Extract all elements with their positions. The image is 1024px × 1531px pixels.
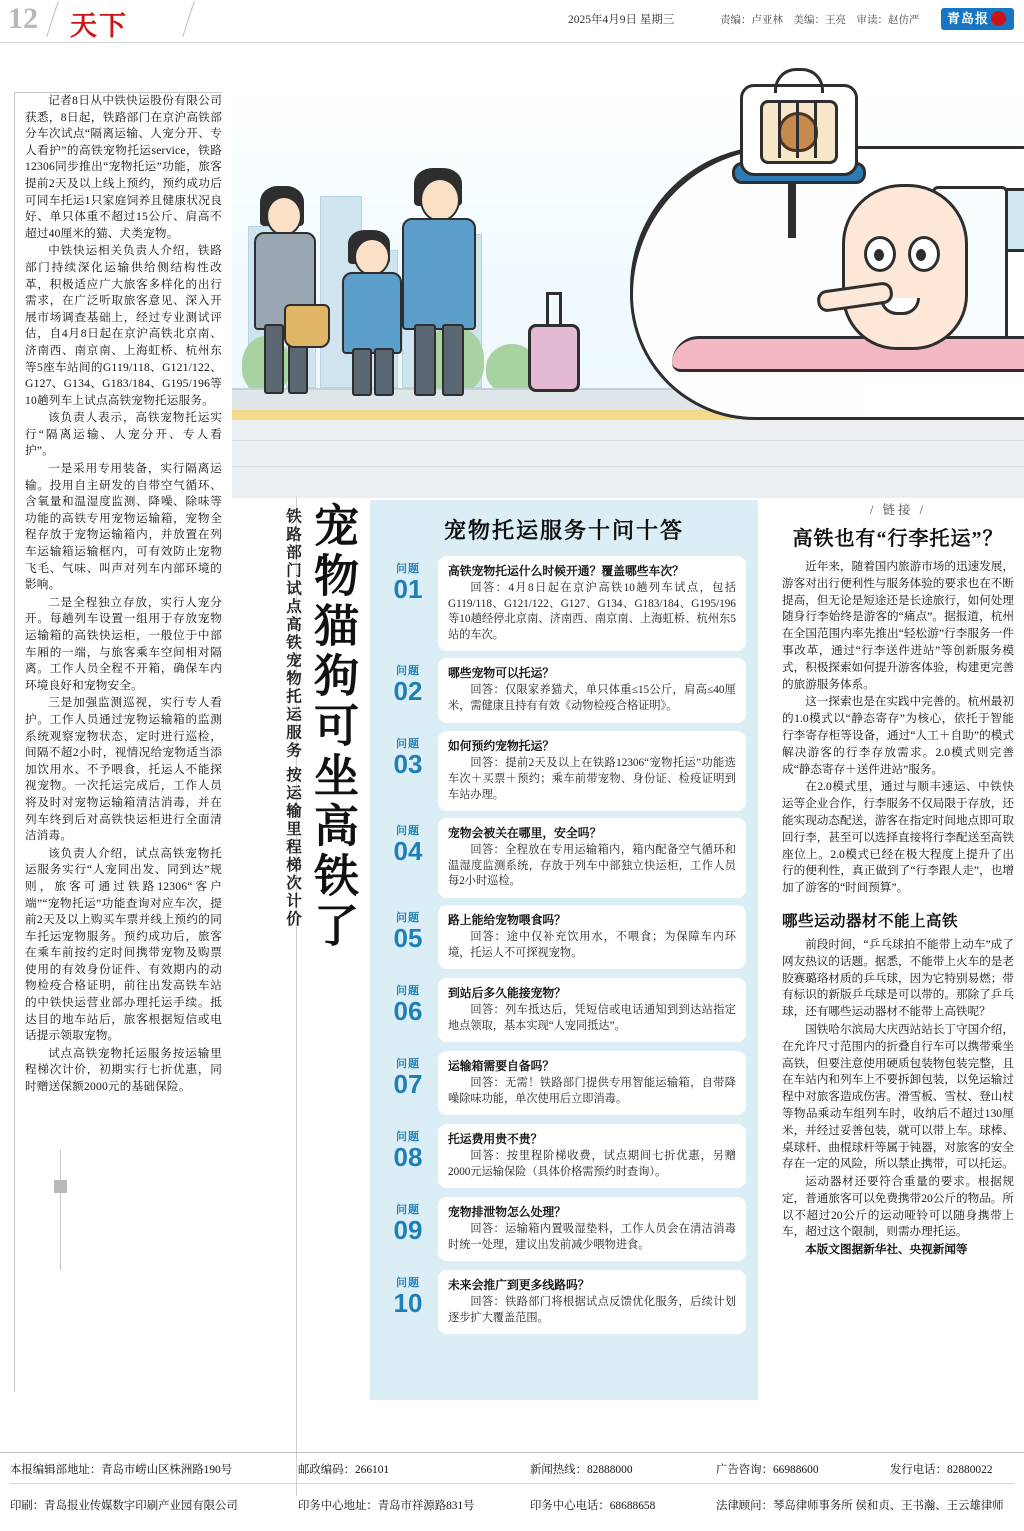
qa-number: 02: [393, 676, 423, 707]
body-shape: [342, 272, 402, 354]
qa-item: [382, 1124, 746, 1190]
page-subtitle: 铁路部门试点高铁宠物托运服务 按运输里程梯次计价: [284, 508, 301, 929]
leg-shape: [374, 348, 394, 396]
right-article-subtitle: 哪些运动器材不能上高铁: [782, 912, 959, 930]
logo-dot-icon: [991, 11, 1006, 26]
qa-answer: 回答：仅限家养猫犬，单只体重≤15公斤，肩高≤40厘米，需健康且持有有效《动物检疫合格证明》。: [448, 684, 736, 712]
qa-question: 宠物排泄物怎么处理？: [448, 1204, 566, 1219]
qa-number: 01: [393, 574, 423, 604]
right-article-title: 高铁也有“行李托运”？: [792, 528, 1004, 550]
carrier-grille-bar: [778, 100, 781, 158]
qa-question: 高铁宠物托运什么时候开通？覆盖哪些车次？: [448, 564, 684, 578]
qa-number-label: 问题: [396, 984, 420, 997]
head-shape: [354, 238, 390, 276]
qa-item: [382, 1051, 746, 1117]
qa-card: [438, 905, 746, 969]
qa-number-block: [382, 982, 434, 1024]
footer-legal-counsel: 法律顾问：琴岛律师事务所 侯和贞、王书瀚、王云雄律师: [716, 1500, 1004, 1512]
qa-card: [438, 1124, 746, 1188]
qa-question: 运输箱需要自备吗？: [448, 1058, 555, 1073]
footer-address: 本报编辑部地址：青岛市崂山区株洲路190号: [10, 1464, 233, 1476]
qa-card: [438, 556, 746, 651]
brand-text: 青岛报: [946, 11, 989, 26]
qa-number-block: [382, 1055, 434, 1097]
qa-answer: 回答：全程放在专用运输箱内，箱内配备空气循环和温湿度监测系统，存放于列车中部独立快运柜，工作人员每2小时巡检。: [448, 844, 736, 888]
qa-number-block: [382, 1274, 434, 1316]
qa-number-label: 问题: [396, 1203, 420, 1216]
qa-question: 哪些宠物可以托运？: [448, 666, 555, 681]
article-paragraph: 该负责人介绍，试点高铁宠物托运服务实行“人宠同出发、同到达”规则，旅客可通过铁路12306“客户端”“宠物托运”功能查询对应车次，提前2天及以上购买车票并线上预约的同车托运宠物服务。预约成功后，旅客在乘车前按约定时间携带宠物及购票使用的有效身份证件、有效期内的动物检疫合格证明，前往出发高铁车站的中铁快运营业部办理托运手续。抵达目的地车站后，旅客根据短信或电话提示领取宠物。: [25, 846, 222, 1043]
head-shape: [420, 178, 460, 222]
qa-number: 07: [393, 1068, 423, 1099]
masthead-divider-1: [46, 1, 59, 37]
qa-item: [382, 731, 746, 811]
footer-print-address: 印务中心地址：青岛市祥源路831号: [298, 1500, 475, 1512]
article-paragraph: 这一探索也是在实践中完善的。杭州最初的1.0模式以“静态寄存”为核心，依托于智能行李寄存柜等设备，通过“人工＋自助”的模式解决游客的行李存放需求。2.0模式则完善成“静态寄存＋送件进站”服务。: [782, 695, 1014, 776]
qa-item: [382, 905, 746, 971]
qa-question: 未来会推广到更多线路吗？: [448, 1277, 590, 1292]
masthead-divider-2: [182, 1, 195, 37]
qa-number: 10: [393, 1287, 423, 1318]
qa-item: [382, 556, 746, 651]
qa-question: 宠物会被关在哪里，安全吗？: [448, 826, 602, 841]
publication-date: 2025年4月9日 星期三: [568, 14, 675, 26]
qa-answer: 回答：铁路部门将根据试点反馈优化服务，后续计划逐步扩大覆盖范围。: [448, 1295, 736, 1324]
floor-line: [232, 440, 1024, 441]
footer-printer: 印刷：青岛报业传媒数字印刷产业园有限公司: [10, 1500, 238, 1512]
qa-card: [438, 1051, 746, 1115]
footer-distribution-phone: 发行电话：82880022: [890, 1464, 993, 1476]
train-face: [842, 184, 968, 350]
qa-number-block: [382, 560, 434, 602]
carrier-pole: [788, 178, 796, 238]
carrier-grille-bar: [814, 100, 817, 158]
newspaper-logo: [941, 8, 1014, 30]
suitcase-icon: [528, 324, 580, 392]
qa-number: 08: [393, 1141, 423, 1172]
train-eye-left: [864, 236, 896, 272]
article-paragraph: 中铁快运相关负责人介绍，铁路部门持续深化运输供给侧结构性改革，积极适应广大旅客多样化的出行需求，在广泛听取旅客意见、深入开展市场调查基础上，经过专业测试评估，自4月8日起在京沪高铁北京南、济南西、南京南、上海虹桥、杭州东等5座车站间的G119/118、G121/122、G127、G134、G183/184、G195/196等10趟列车上试点高铁宠物托运服务。: [25, 244, 222, 407]
footer-postcode: 邮政编码：266101: [298, 1464, 390, 1476]
qa-question: 路上能给宠物喂食吗？: [448, 912, 566, 927]
qa-number-label: 问题: [396, 738, 420, 751]
qa-item: [382, 658, 746, 724]
qa-card: [438, 731, 746, 811]
article-paragraph: 在2.0模式里，通过与顺丰速运、中铁快运等企业合作，行李服务不仅局限于存放，还能实现动态配送，游客在指定时间地点即可取回行李，甚至可以选择直接将行李配送至高铁座位上。2.0模式已经在极大程度上提升了出行的便利性，真正做到了“行李跟人走”，也增加了游客的“时间预算”。: [782, 780, 1014, 895]
qa-number: 03: [393, 749, 423, 780]
qa-answer: 回答：按里程阶梯收费，试点期间七折优惠，另赠2000元运输保险（具体价格需预约时查询）。: [448, 1149, 736, 1178]
link-tag: / 链接 /: [869, 503, 927, 517]
article-paragraph: 二是全程独立存放，实行人宠分开。每趟列车设置一组用于存放宠物运输箱的高铁快运柜，一般位于中部车厢的一端，与旅客乘车空间相对隔离。工作人员全程不开箱，确保车内环境良好和宠物安全。: [25, 595, 222, 692]
footer-news-hotline: 新闻热线：82888000: [530, 1464, 633, 1476]
body-shape: [402, 218, 476, 330]
footer-row-1: [0, 1461, 1024, 1483]
section-title: 天下: [70, 11, 128, 41]
footer-print-phone: 印务中心电话：68688658: [530, 1500, 656, 1512]
qa-question: 到站后多久能接宠物？: [448, 985, 566, 1000]
head-shape: [266, 196, 302, 236]
qa-question: 如何预约宠物托运？: [448, 739, 555, 754]
right-article-column: [782, 500, 1014, 1260]
qa-answer: 回答：列车抵达后，凭短信或电话通知到到达站指定地点领取，基本实现“人宠同抵达”。: [448, 1003, 736, 1032]
article-paragraph: 该负责人表示，高铁宠物托运实行“隔离运输、人宠分开、专人看护”。: [25, 411, 222, 458]
article-paragraph: 试点高铁宠物托运服务按运输里程梯次计价，初期实行七折优惠，同时赠送保额2000元的基础保险。: [25, 1046, 222, 1094]
qa-number-label: 问题: [396, 563, 420, 575]
qa-question: 托运费用贵不贵？: [448, 1131, 543, 1146]
qa-answer: 回答：途中仅补充饮用水，不喂食；为保障车内环境，托运人不可探视宠物。: [448, 930, 736, 959]
carrier-handle: [774, 68, 824, 93]
qa-card: [438, 1270, 746, 1334]
qa-list: [382, 556, 746, 1343]
qa-number-block: [382, 1201, 434, 1243]
leg-shape: [442, 324, 464, 396]
article-paragraph: 记者8日从中铁快运股份有限公司获悉，8日起，铁路部门在京沪高铁部分车次试点“隔离运输、人宠分开、专人看护”的高铁宠物托运service，铁路12306同步推出“宠物托运”功能，旅客提前2天及以上线上预约，预约成功后可同车托运1只家庭饲养且健康状况良好、单只体重不超过15公斤、肩高不超过40厘米的猫、犬类宠物。: [25, 94, 222, 240]
article-paragraph: 运动器材还要符合重量的要求。根据规定，普通旅客可以免费携带20公斤的物品。所以不超过20公斤的运动哑铃可以随身携带上车，超过这个限制，则需办理托运。: [782, 1175, 1014, 1239]
carrier-grille-bar: [796, 100, 799, 158]
qa-item: [382, 1270, 746, 1336]
qa-answer: 回答：4月8日起在京沪高铁10趟列车试点，包括G119/118、G121/122、G127、G134、G183/184、G195/196等10趟经停北京南、济南西、南京南、上海虹桥、杭州东5站的车次。: [448, 582, 736, 641]
footer-row-2: [0, 1497, 1024, 1519]
qa-item: [382, 978, 746, 1044]
qa-number-label: 问题: [396, 825, 420, 838]
page-number: 12: [8, 2, 38, 35]
source-credit: 本版文图据新华社、央视新闻等: [805, 1243, 968, 1257]
qa-card: [438, 818, 746, 898]
qa-number-label: 问题: [396, 911, 420, 924]
qa-number-block: [382, 1128, 434, 1170]
qa-answer: 回答：无需！铁路部门提供专用智能运输箱，自带降噪除味功能，单次使用后立即消毒。: [448, 1076, 736, 1105]
page-title: 宠物猫狗可坐高铁了: [307, 502, 357, 952]
qa-item: [382, 1197, 746, 1263]
qa-number: 05: [393, 922, 423, 953]
qa-item: [382, 818, 746, 898]
qa-panel-title: 宠物托运服务十问十答: [443, 518, 684, 543]
qa-number-block: [382, 662, 434, 707]
left-article-column: [14, 92, 222, 1392]
qa-answer: 回答：提前2天及以上在铁路12306“宠物托运”功能选车次＋买票＋预约；乘车前带宠物、身份证、检疫证明到车站办理。: [448, 757, 736, 801]
qa-number-block: [382, 822, 434, 867]
floor-line: [232, 466, 1024, 467]
qa-number-label: 问题: [396, 1276, 420, 1289]
qa-card: [438, 1197, 746, 1261]
qa-number-block: [382, 735, 434, 780]
qa-number: 09: [393, 1214, 423, 1245]
page-footer: [0, 1452, 1024, 1531]
footer-divider: [10, 1483, 1014, 1484]
leg-shape: [414, 324, 436, 396]
leg-shape: [352, 348, 372, 396]
qa-number-label: 问题: [396, 1057, 420, 1070]
qa-number: 06: [393, 995, 423, 1026]
qa-number-label: 问题: [396, 665, 420, 678]
train-pupil: [916, 249, 926, 261]
qa-card: [438, 978, 746, 1042]
article-paragraph: 三是加强监测巡视，实行专人看护。工作人员通过宠物运输箱的监测系统观察宠物状态，定时进行巡检，间隔不超2小时，视情况给宠物适当添加饮用水、不予喂食，托运人不能探视宠物。一次托运完成后，工作人员将及时对宠物运输箱清洁消毒，并在列车终到后对高铁快运柜进行全面清洁消毒。: [25, 696, 222, 843]
headline-block: [228, 502, 366, 1202]
article-paragraph: 国铁哈尔滨局大庆西站站长丁守国介绍，在允许尺寸范围内的折叠自行车可以携带乘坐高铁，但要注意使用硬质包装物包装完整，且在车站内和列车上不要拆卸包装，以免运输过程中对旅客造成伤害。滑雪板、雪杖、登山杖等物品乘动车组列车时，收纳后不超过130厘米，并经过妥善包装，就可以带上车。球棒、桌球杆、曲棍球杆等属于钝器，对旅客的安全存在一定的风险，所以禁止携带，可以托运。: [782, 1022, 1014, 1171]
headline-rule: [60, 1150, 61, 1270]
qa-number-label: 问题: [396, 1130, 420, 1143]
platform-floor: [232, 420, 1024, 498]
hero-illustration: [232, 36, 1024, 498]
article-paragraph: 近年来，随着国内旅游市场的迅速发展，游客对出行便利性与服务体验的要求也在不断提高，但无论是短途还是长途旅行，如何处理随身行李始终是游客的“痛点”。据报道，杭州在全国范围内率先推出“轻松游”行李服务一件事改革，通过“行李送件进站”等创新服务模式，积极探索如何提升游客体验，构建更完善的旅游服务体系。: [782, 560, 1014, 691]
qa-answer: 回答：运输箱内置吸湿垫料，工作人员会在清洁消毒时统一处理，建议出发前减少喂物进食。: [448, 1222, 736, 1251]
train-pupil: [874, 249, 884, 261]
article-paragraph: 一是采用专用装备，实行隔离运输。投用自主研发的自带空气循环、含氧量和温湿度监测、降噪、除味等功能的高铁专用宠物运输箱，宠物全程存放于宠物运输箱内，并放置在列车运输箱运输框内，可有效防止宠物飞毛、气味、叫声对列车内部环境的影响。: [25, 462, 222, 592]
handbag-icon: [284, 304, 330, 348]
qa-card: [438, 658, 746, 722]
editor-credits: 责编：卢亚林 美编：王亮 审读：赵仿严: [720, 15, 920, 26]
leg-shape: [264, 324, 284, 394]
decorative-square: [54, 1180, 67, 1193]
train-stripe: [672, 336, 1024, 372]
qa-panel: [370, 500, 758, 1400]
qa-number-block: [382, 909, 434, 951]
qa-number: 04: [393, 836, 423, 867]
footer-ad-phone: 广告咨询：66988600: [716, 1464, 819, 1476]
train-eye-right: [908, 236, 940, 272]
article-paragraph: 前段时间，“乒乓球拍不能带上动车”成了网友热议的话题。据悉，不能带上火车的是老胶赛璐珞材质的乒乓球，因为它特别易燃；带有标识的新版乒乓球是可以带的。那除了乒乓球，还有哪些运动器材不能带上高铁呢？: [782, 937, 1014, 1019]
